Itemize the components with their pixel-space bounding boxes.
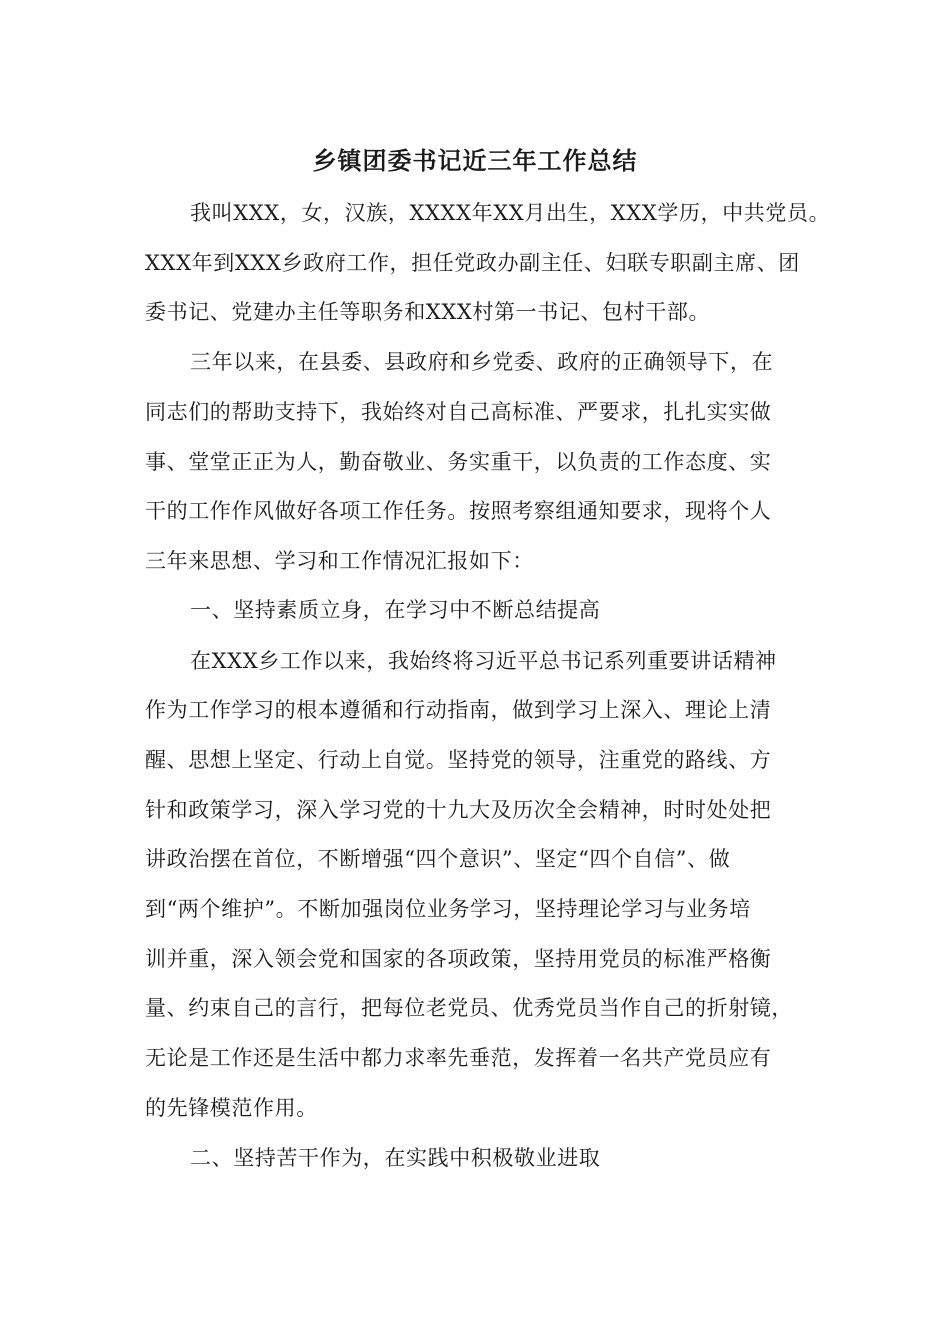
paragraph-line: 针和政策学习，深入学习党的十九大及历次全会精神，时时处处把 [145, 798, 772, 822]
paragraph-line: 到“两个维护”。不断加强岗位业务学习，坚持理论学习与业务培 [145, 897, 751, 921]
section-heading: 二、坚持苦干作为，在实践中积极敬业进取 [190, 1146, 601, 1170]
paragraph-line: XXX年到XXX乡政府工作，担任党政办副主任、妇联专职副主席、团 [145, 251, 800, 275]
paragraph-line: 无论是工作还是生活中都力求率先垂范，发挥着一名共产党员应有 [145, 1046, 772, 1070]
paragraph-line: 量、约束自己的言行，把每位老党员、优秀党员当作自己的折射镜， [145, 996, 793, 1020]
document-title: 乡镇团委书记近三年工作总结 [312, 146, 638, 175]
paragraph-line: 在XXX乡工作以来，我始终将习近平总书记系列重要讲话精神 [190, 649, 777, 673]
paragraph-line: 训并重，深入领会党和国家的各项政策，坚持用党员的标准严格衡 [145, 947, 772, 971]
paragraph-line: 醒、思想上坚定、行动上自觉。坚持党的领导，注重党的路线、方 [145, 748, 772, 772]
paragraph-line: 讲政治摆在首位，不断增强“四个意识”、坚定“四个自信”、做 [145, 847, 731, 871]
paragraph-line: 我叫XXX，女，汉族，XXXX年XX月出生，XXX学历，中共党员。 [190, 201, 831, 225]
paragraph-line: 作为工作学习的根本遵循和行动指南，做到学习上深入、理论上清 [145, 698, 772, 722]
paragraph-line: 干的工作作风做好各项工作任务。按照考察组通知要求，现将个人 [145, 499, 772, 523]
section-heading: 一、坚持素质立身，在学习中不断总结提高 [190, 598, 601, 622]
paragraph-line: 同志们的帮助支持下，我始终对自己高标准、严要求，扎扎实实做 [145, 400, 772, 424]
paragraph-line: 三年以来，在县委、县政府和乡党委、政府的正确领导下，在 [190, 350, 774, 374]
paragraph-line: 委书记、党建办主任等职务和XXX村第一书记、包村干部。 [145, 300, 711, 324]
paragraph-line: 三年来思想、学习和工作情况汇报如下： [145, 549, 534, 573]
paragraph-line: 的先锋模范作用。 [145, 1096, 318, 1120]
paragraph-line: 事、堂堂正正为人，勤奋敬业、务实重干，以负责的工作态度、实 [145, 450, 772, 474]
